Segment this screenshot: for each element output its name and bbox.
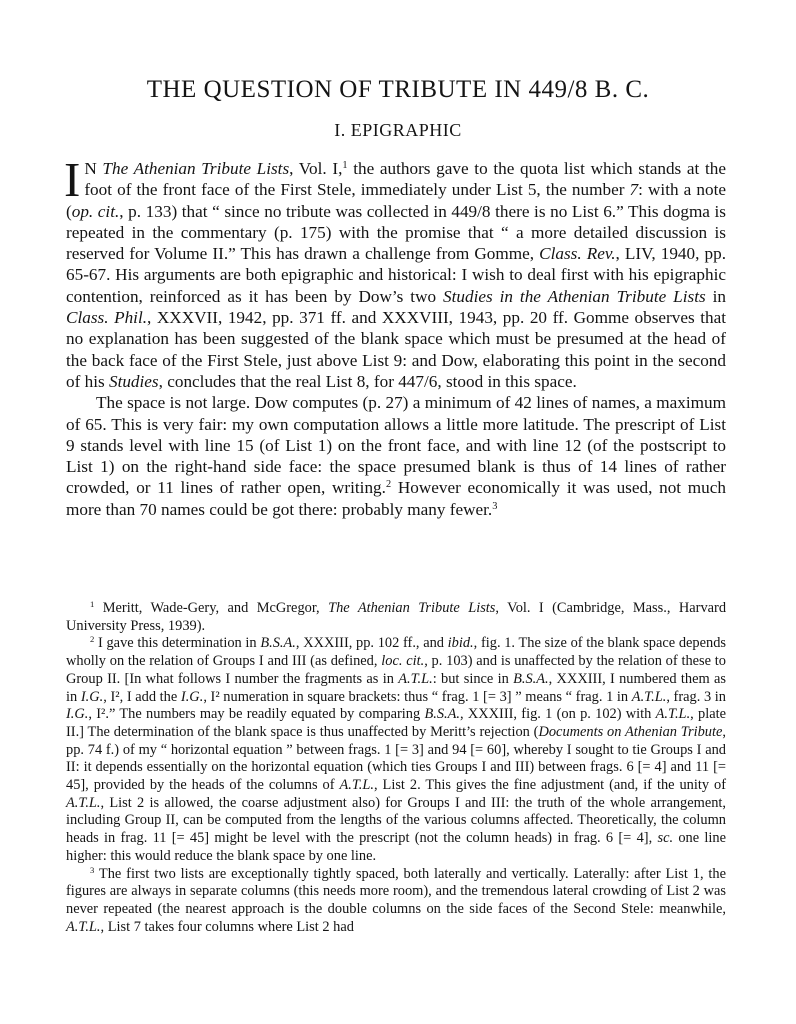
italic-run: The Athenian Tribute Lists <box>328 600 496 616</box>
text-run: However economically it was used, not much more than 70 names could be got there: probably many fewer. <box>66 478 726 519</box>
text-run: I gave this determination in <box>94 635 261 652</box>
footnote-1 <box>66 600 726 635</box>
text-run: , List 2 is allowed, the coarse adjustment also) for Groups I and III: the truth of the whole arrangement, including Group II, can be computed from the lengths of the various columns affected. Theoretically, the column heads in frag. 11 [= 45] might be level with the prescript (not the column heads) in frag. 6 [= 4], <box>66 794 726 847</box>
footnote-mark: 3 <box>90 864 95 875</box>
text-run: The space is not large. Dow computes (p. 27) a minimum of 42 lines of names, a maximum of 65. This is very fair: my own computation allows a little more latitude. The prescript of List 9 stands level with line 15 (of List 1) on the front face, and with line 12 (of the postscript to List 1) on the right-hand side face: the space presumed blank is thus of 14 lines of rather crowded, or 11 lines of rather open, writing. <box>66 393 726 498</box>
italic-run: Studies in the Athenian Tribute Lists <box>443 286 706 306</box>
text-run: N <box>84 159 103 178</box>
footnote-2 <box>66 635 726 865</box>
text-run: , plate II.] The determination of the blank space is thus unaffected by Meritt’s rejection ( <box>66 706 727 740</box>
text-run: : with a note ( <box>66 180 726 221</box>
paragraph-2 <box>66 392 726 520</box>
footnote-ref-2[interactable]: 2 <box>385 479 392 491</box>
italic-run: op. cit. <box>71 201 120 221</box>
text-run: , I².” The numbers may be readily equated by comparing <box>88 706 425 723</box>
text-run: : but since in <box>432 670 514 687</box>
main-text <box>64 152 726 520</box>
text-run: , XXXVII, 1942, pp. 371 ff. and XXXVIII, 1943, pp. 20 ff. Gomme observes that no explanation has been suggested of the blank space which must be presumed at the head of the back face of the First Stele, just above List 9: and Dow, elaborating this point in the second of his <box>66 308 726 391</box>
footnotes <box>66 600 726 936</box>
text-run: , XXXIII, pp. 102 ff., and <box>295 635 448 652</box>
italic-run: A.T.L. <box>339 777 374 794</box>
footnote-mark: 1 <box>90 598 95 609</box>
text-run: , LIV, 1940, pp. 65-67. His arguments are both epigraphic and historical: I wish to deal first with his epigraphic contention, reinforced as it has been by Dow’s two <box>66 244 726 306</box>
italic-run: B.S.A. <box>513 670 549 687</box>
text-run: , Vol. I (Cambridge, Mass., Harvard University Press, 1939). <box>66 600 727 634</box>
article-title: THE QUESTION OF TRIBUTE IN 449/8 B. C. <box>146 76 650 103</box>
italic-run: I.G. <box>180 688 204 705</box>
text-run: Meritt, Wade-Gery, and McGregor, <box>94 600 329 616</box>
text-run: The first two lists are exceptionally tightly spaced, both laterally and vertically. Laterally: after List 1, the figures are always in separate columns (this needs more room), and the tremendous lateral crowding of List 2 was never repeated (the nearest approach is the double columns on the side faces of the Second Stele: meanwhile, <box>66 865 726 917</box>
italic-run: 7 <box>629 180 639 200</box>
footnote-3 <box>66 866 726 937</box>
text-run: , p. 103) and is unaffected by the relation of these to Group II. [In what follows I number the fragments as in <box>66 653 726 687</box>
text-run: , I² numeration in square brackets: thus “ frag. 1 [= 3] ” means “ frag. 1 in <box>203 688 632 705</box>
text-run: , Vol. I, <box>289 159 343 178</box>
footnote-ref-1[interactable]: 1 <box>342 159 348 171</box>
text-run: , XXXIII, fig. 1 (on p. 102) with <box>460 706 656 723</box>
text-run: , List 7 takes four columns where List 2 had <box>100 918 354 935</box>
italic-run: I.G. <box>66 706 89 723</box>
italic-run: Class. Rev. <box>539 244 616 264</box>
text-run: , List 2. This gives the fine adjustment (and, if the unity of <box>374 777 726 794</box>
text-run: , p. 133) that “ since no tribute was collected in 449/8 there is no List 6.” This dogma is repeated in the commentary (p. 175) with the promise that “ a more detailed discussion is reserved for Volume II.” This has drawn a challenge from Gomme, <box>66 201 726 264</box>
paragraph-1 <box>64 152 726 392</box>
drop-cap: I <box>64 152 81 207</box>
italic-run: A.T.L. <box>655 706 691 723</box>
text-run: , XXXIII, I numbered them as in <box>66 670 726 705</box>
italic-run: A.T.L. <box>66 918 101 935</box>
italic-run: Documents on Athenian Tribute <box>538 723 723 740</box>
section-heading: I. EPIGRAPHIC <box>334 120 462 140</box>
text-run: , frag. 3 in <box>666 688 726 705</box>
italic-run: ibid. <box>447 635 474 652</box>
italic-run: Class. Phil. <box>66 308 148 328</box>
footnote-mark: 2 <box>90 634 95 645</box>
italic-run: A.T.L. <box>66 794 101 811</box>
italic-run: I.G. <box>80 688 104 705</box>
italic-run: B.S.A. <box>424 706 461 723</box>
italic-run: sc. <box>657 830 674 847</box>
text-run: , concludes that the real List 8, for 447/6, stood in this space. <box>158 371 577 391</box>
text-run: in <box>705 286 726 306</box>
italic-run: A.T.L. <box>631 688 667 705</box>
italic-run: Studies <box>108 371 159 391</box>
italic-run: A.T.L. <box>398 670 433 687</box>
text-run: the authors gave to the quota list which stands at the foot of the front face of the First Stele, immediately under List 5, the number <box>84 159 726 200</box>
footnote-ref-3[interactable]: 3 <box>492 500 498 512</box>
italic-run: The Athenian Tribute Lists <box>102 159 290 178</box>
text-run: , pp. 74 f.) of my “ horizontal equation ” between frags. 1 [= 3] and 94 [= 60], whereby I sought to tie Groups I and II: it depends essentially on the horizontal equation (which ties Groups I and III) between frags. 6 [= 4] and 11 [= 45], provided by the heads of the columns of <box>66 723 726 794</box>
text-run: , fig. 1. The size of the blank space depends wholly on the relation of Groups I and III (as defined, <box>66 635 726 670</box>
italic-run: B.S.A. <box>260 635 296 652</box>
italic-run: loc. cit. <box>381 653 425 670</box>
text-run: one line higher: this would reduce the blank space by one line. <box>66 830 726 864</box>
text-run: , I², I add the <box>103 688 181 705</box>
